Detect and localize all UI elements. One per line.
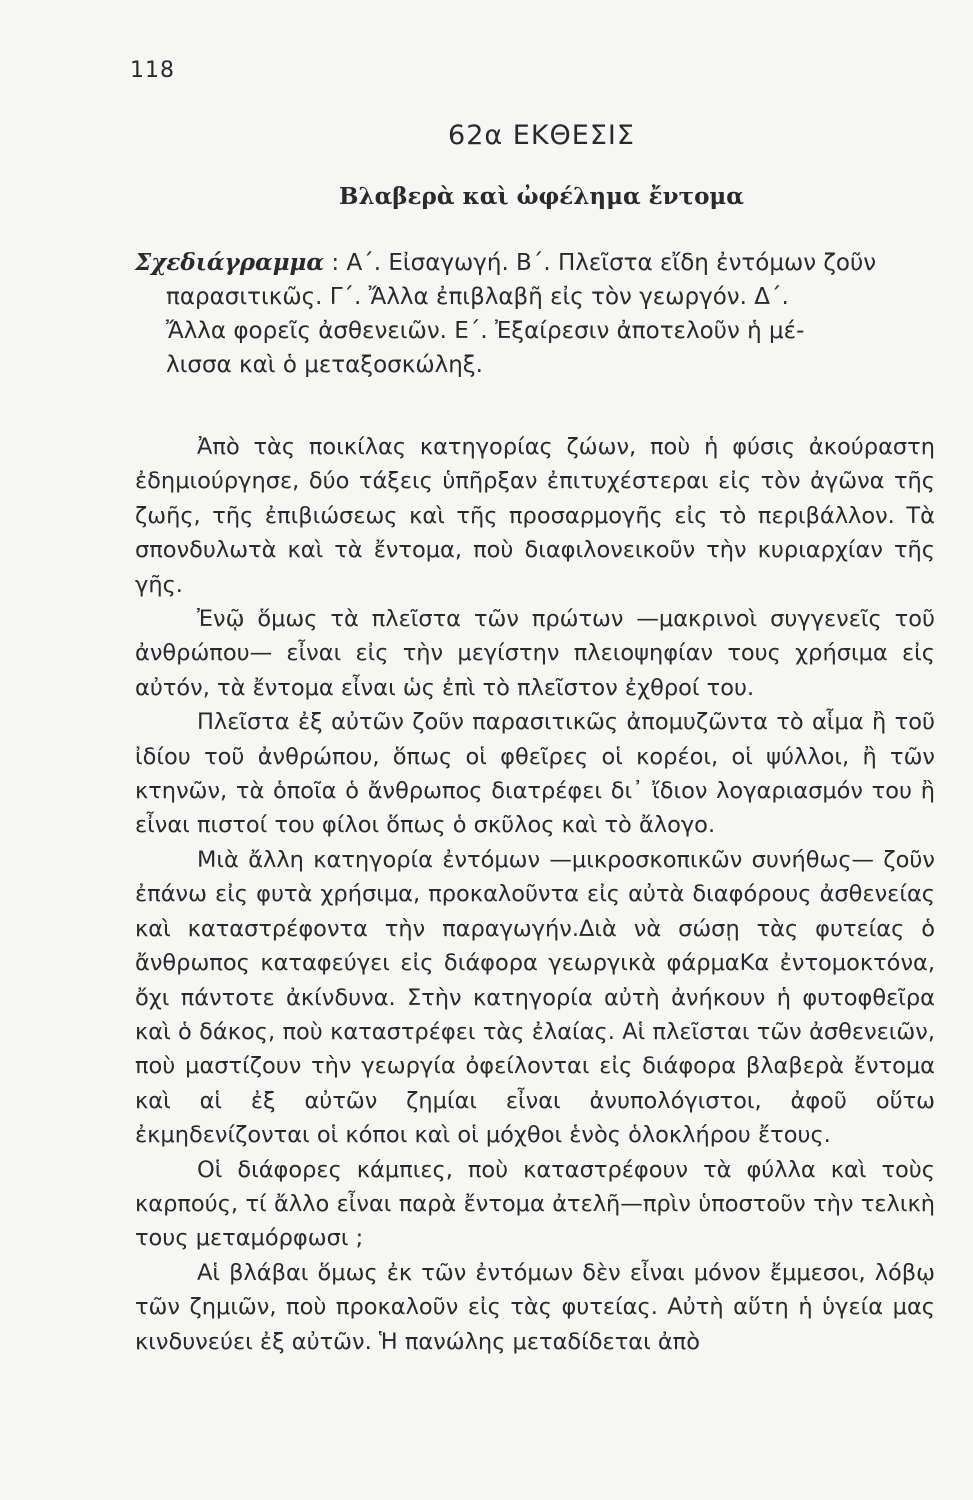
outline-line bbox=[135, 246, 935, 280]
outline-line: λισσα καὶ ὁ μεταξοσκώληξ. bbox=[166, 352, 483, 378]
outline bbox=[135, 246, 935, 382]
outline-line: Ἄλλα φορεῖς ἀσθενειῶν. Ε΄. Ἐξαίρεσιν ἀποτελοῦν ἡ μέ- bbox=[166, 318, 805, 344]
outline-text: Α΄. Εἰσαγωγή. Β΄. Πλεῖστα εἴδη ἐντόμων ζοῦν bbox=[346, 250, 877, 276]
page-number: 118 bbox=[130, 58, 175, 83]
essay-title: 62α ΕΚΘΕΣΙΣ bbox=[448, 120, 635, 151]
essay-body bbox=[135, 430, 935, 1359]
essay-subtitle: Βλαβερὰ καὶ ὠφέλημα ἔντομα bbox=[339, 183, 744, 210]
paragraph: Μιὰ ἄλλη κατηγορία ἐντόμων —μικροσκοπικῶν συνήθως— ζοῦν ἐπάνω εἰς φυτὰ χρήσιμα, προκαλοῦντα εἰς αὐτὰ διαφόρους ἀσθενείας καὶ καταστρέφοντα τὴν παραγωγήν.Διὰ νὰ σώσῃ τὰς φυτείας ὁ ἄνθρωπος καταφεύγει εἰς διάφορα γεωργικὰ φάρμαΚα ἐντομοκτόνα, ὄχι πάντοτε ἀκίνδυνα. Στὴν κατηγορία αὐτὴ ἀνήκουν ἡ φυτοφθεῖρα καὶ ὁ δάκος, ποὺ καταστρέφει τὰς ἐλαίας. Αἱ πλεῖσται τῶν ἀσθενειῶν, ποὺ μαστίζουν τὴν γεωργία ὀφείλονται εἰς διάφορα βλαβερὰ ἔντομα καὶ αἱ ἐξ αὐτῶν ζημίαι εἶναι ἀνυπολόγιστοι, ἀφοῦ οὕτω ἐκμηδενίζονται οἱ κόποι καὶ οἱ μόχθοι ἑνὸς ὁλοκλήρου ἔτους. bbox=[135, 846, 935, 1149]
paragraph: Ἀπὸ τὰς ποικίλας κατηγορίας ζώων, ποὺ ἡ φύσις ἀκούραστη ἐδημιούργησε, δύο τάξεις ὑπῆρξαν ἐπιτυχέστεραι εἰς τὸν ἀγῶνα τῆς ζωῆς, τῆς ἐπιβιώσεως καὶ τῆς προσαρμογῆς εἰς τὸ περιβάλλον. Τὰ σπονδυλωτὰ καὶ τὰ ἔντομα, ποὺ διαφιλονεικοῦν τὴν κυριαρχίαν τῆς γῆς. bbox=[135, 434, 935, 598]
outline-separator: : bbox=[324, 250, 347, 276]
paragraph: Ἐνῷ ὅμως τὰ πλεῖστα τῶν πρώτων —μακρινοὶ συγγενεῖς τοῦ ἀνθρώπου— εἶναι εἰς τὴν μεγίστην πλειοψηφίαν τους χρήσιμα εἰς αὐτόν, τὰ ἔντομα εἶναι ὡς ἐπὶ τὸ πλεῖστον ἐχθροί του. bbox=[135, 606, 935, 701]
paragraph: Πλεῖστα ἐξ αὐτῶν ζοῦν παρασιτικῶς ἀπομυζῶντα τὸ αἷμα ἢ τοῦ ἰδίου τοῦ ἀνθρώπου, ὅπως οἱ φθεῖρες οἱ κορέοι, οἱ ψύλλοι, ἢ τῶν κτηνῶν, τὰ ὁποῖα ὁ ἄνθρωπος διατρέφει δι᾽ ἴδιον λογαριασμόν του ἢ εἶναι πιστοί του φίλοι ὅπως ὁ σκῦλος καὶ τὸ ἄλογο. bbox=[135, 709, 935, 839]
paragraph: Οἱ διάφορες κάμπιες, ποὺ καταστρέφουν τὰ φύλλα καὶ τοὺς καρπούς, τί ἄλλο εἶναι παρὰ ἔντομα ἀτελῆ—πρὶν ὑποστοῦν τὴν τελικὴ τους μεταμόρφωσι ; bbox=[135, 1156, 935, 1252]
outline-label: Σχεδιάγραμμα bbox=[135, 249, 325, 276]
paragraph: Αἱ βλάβαι ὅμως ἐκ τῶν ἐντόμων δὲν εἶναι μόνον ἔμμεσοι, λόβῳ τῶν ζημιῶν, ποὺ προκαλοῦν εἰς τὰς φυτείας. Αὐτὴ αὕτη ἡ ὑγεία μας κινδυνεύει ἐξ αὐτῶν. Ἡ πανώλης μεταδίδεται ἀπὸ bbox=[135, 1259, 935, 1355]
outline-line: παρασιτικῶς. Γ΄. Ἄλλα ἐπιβλαβῆ εἰς τὸν γεωργόν. Δ΄. bbox=[166, 284, 789, 310]
